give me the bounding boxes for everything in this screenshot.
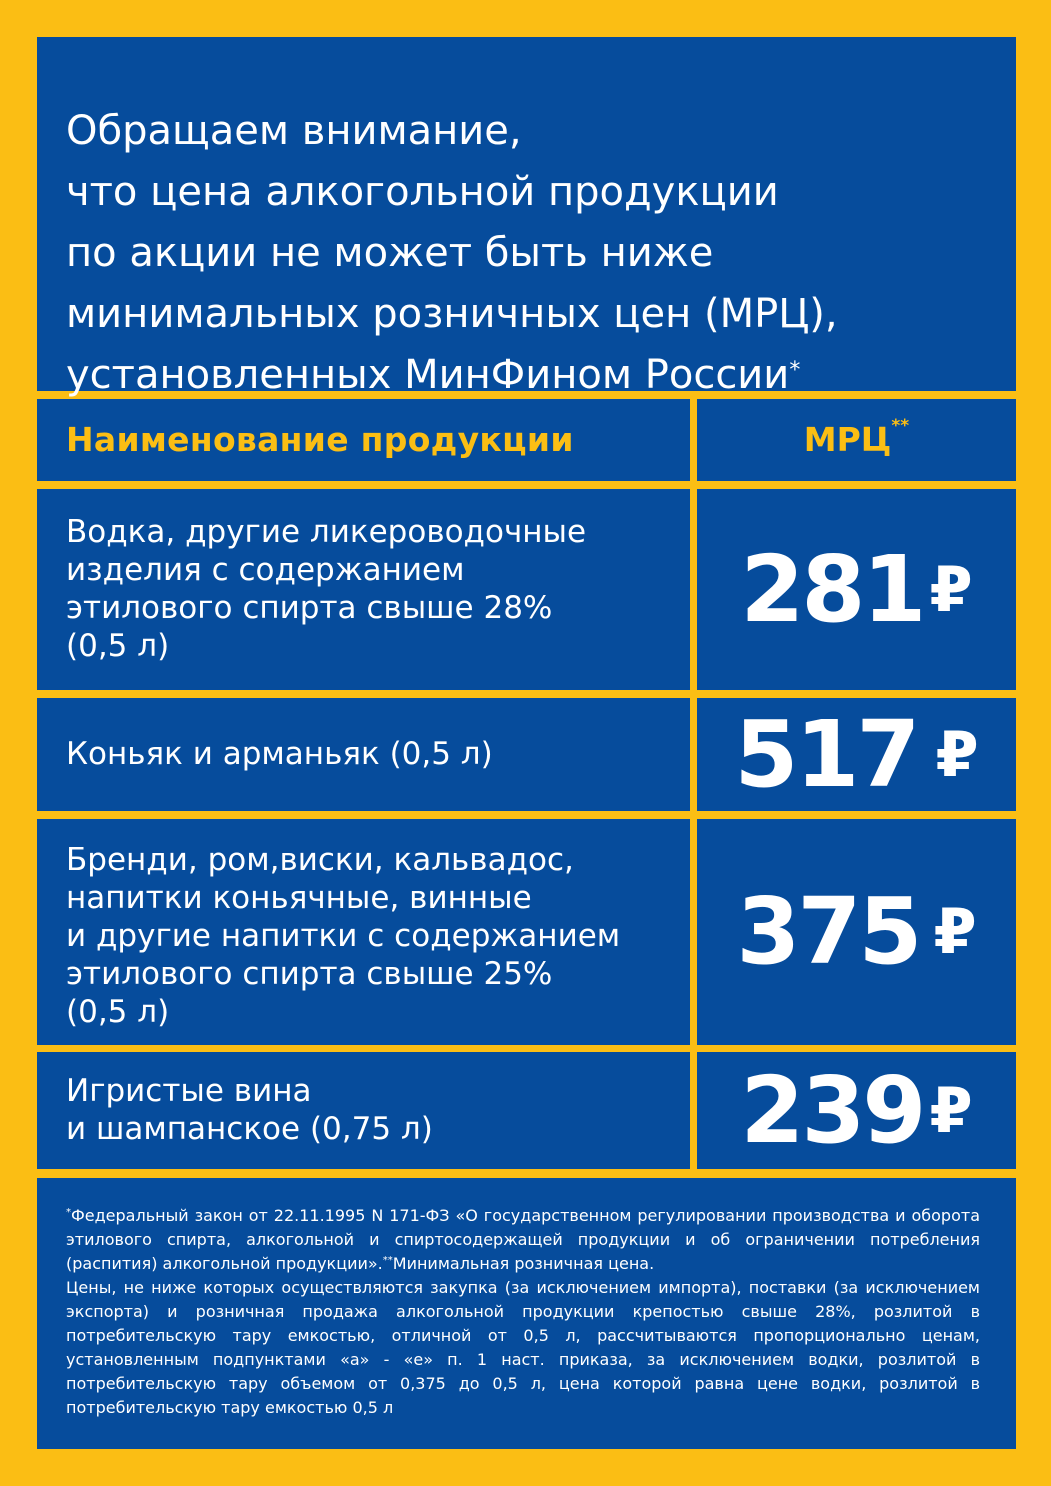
footnote-paragraph-1: [66, 1204, 980, 1276]
column-header-mrc-mark: **: [891, 416, 910, 436]
price-value: 375: [736, 878, 920, 985]
product-line: этилового спирта свыше 25%: [66, 956, 553, 992]
footnote-panel: [37, 1178, 1016, 1449]
product-line: и другие напитки с содержанием: [66, 918, 621, 954]
product-line: напитки коньячные, винные: [66, 880, 532, 916]
column-header-mrc: [697, 399, 1016, 481]
header-line-2: что цена алкогольной продукции: [66, 169, 779, 215]
ruble-icon: ₽: [929, 1073, 973, 1147]
product-line: Игристые вина: [66, 1073, 312, 1109]
product-line: (0,5 л): [66, 628, 170, 664]
header-line-1: Обращаем внимание,: [66, 108, 522, 154]
header-footnote-mark: *: [789, 358, 801, 383]
table-row-sparkling-name: [37, 1052, 690, 1169]
footnote-law: Федеральный закон от 22.11.1995 N 171-ФЗ «О государственном регулировании производства и оборота этилового спирта, алкогольной и спиртосодержащей продукции и об ограничении потребления (распития) алкогольной продукции».: [66, 1206, 980, 1273]
ruble-icon: ₽: [933, 895, 977, 968]
column-header-mrc-label: МРЦ: [803, 420, 892, 459]
price-value: 517: [734, 700, 918, 808]
column-header-mrc-text: [697, 399, 1016, 481]
footnote-mrc-definition: Минимальная розничная цена.: [392, 1254, 655, 1273]
header-line-4: минимальных розничных цен (МРЦ),: [66, 291, 838, 337]
product-line: этилового спирта свыше 28%: [66, 590, 553, 626]
header-line-3: по акции не может быть ниже: [66, 230, 714, 276]
column-header-name: [37, 399, 690, 481]
product-line: и шампанское (0,75 л): [66, 1111, 433, 1147]
header-panel: [37, 37, 1016, 398]
header-line-5-text: установленных МинФином России: [66, 352, 790, 398]
table-row-vodka-price: [697, 489, 1016, 690]
product-name: [66, 1072, 670, 1148]
footnote-mark-2: **: [382, 1255, 393, 1266]
product-line: Коньяк и арманьяк (0,5 л): [66, 736, 493, 772]
header-line-5: [66, 351, 800, 399]
column-header-name-label: Наименование продукции: [66, 420, 574, 459]
footnote-text: [66, 1204, 980, 1420]
table-row-cognac-price: [697, 698, 1016, 811]
product-name: [66, 841, 670, 1031]
product-line: (0,5 л): [66, 994, 170, 1030]
footnote-paragraph-2: Цены, не ниже которых осуществляются закупка (за исключением импорта), поставки (за исключением экспорта) и розничная продажа алкогольной продукции крепостью свыше 28%, розлитой в потребительскую тару емкостью, отличной от 0,5 л, рассчитываются пропорционально ценам, установленным подпунктами «а» - «е» п. 1 наст. приказа, за исключением водки, розлитой в потребительскую тару объемом от 0,375 до 0,5 л, цена которой равна цене водки, розлитой в потребительскую тару емкостью 0,5 л: [66, 1278, 980, 1417]
table-row-sparkling-price: [697, 1052, 1016, 1169]
table-row-cognac-name: [37, 698, 690, 811]
ruble-icon: ₽: [935, 717, 979, 791]
table-row-vodka-name: [37, 489, 690, 690]
price-value: 239: [740, 1056, 924, 1164]
footnote-mark-1: *: [66, 1207, 71, 1218]
ruble-icon: ₽: [929, 552, 973, 626]
product-line: Бренди, ром,виски, кальвадос,: [66, 842, 574, 878]
product-name: [66, 513, 670, 665]
price-value: 281: [740, 535, 924, 643]
product-line: Водка, другие ликероводочные: [66, 514, 587, 550]
table-row-brandy-name: [37, 819, 690, 1045]
product-name: [66, 735, 670, 773]
table-row-brandy-price: [697, 819, 1016, 1045]
product-line: изделия с содержанием: [66, 552, 465, 588]
